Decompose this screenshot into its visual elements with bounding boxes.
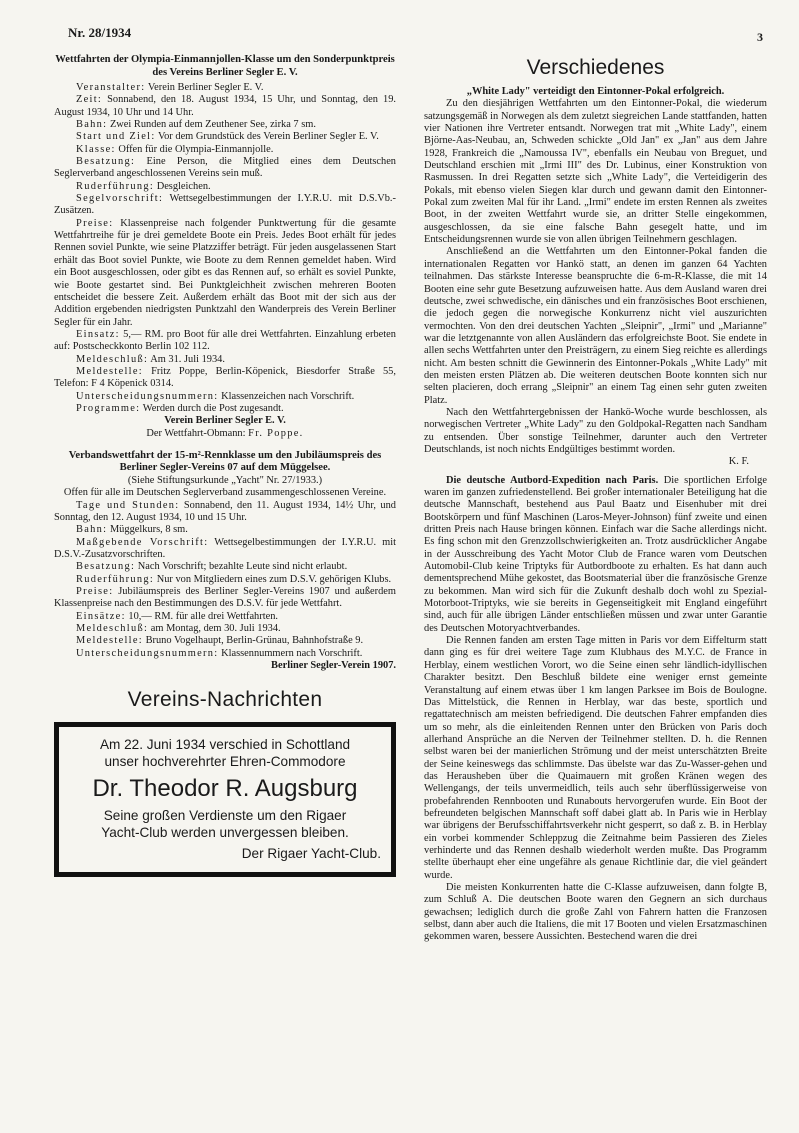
author-signature: K. F.: [728, 456, 749, 468]
field-besatzung: Besatzung: Eine Person, die Mitglied eines dem Deutschen Seglerverband angeschlossenen Vereins sein muß.: [54, 156, 396, 180]
reference-note: (Siehe Stiftungsurkunde „Yacht" Nr. 27/1933.): [127, 474, 323, 486]
field-meldestelle: Meldestelle: Fritz Poppe, Berlin-Köpenick, Biesdorfer Straße 55, Telefon: F 4 Köpenick 0314.: [54, 365, 396, 390]
paragraph: Die meisten Konkurrenten hatte die C-Klasse aufzuweisen, dann folgte B, zum Schluß A. Die deutschen Boote waren den Gegnern an sich durchaus gewachsen; lediglich durch die große Zahl von Fahrern hatten die Franzosen selbst, dann aber auch die Italiens, die mit 17 Booten und vielen Ersatzmaschinen gekommen waren, bessere Aussichten. Bestechend waren die drei: [424, 882, 767, 943]
page-number: 3: [757, 30, 763, 44]
field-meldestelle-2: Meldestelle: Bruno Vogelhaupt, Berlin-Grünau, Bahnhofstraße 9.: [76, 635, 364, 647]
section-heading-verschiedenes: Verschiedenes: [526, 56, 665, 79]
field-klasse: Klasse: Offen für die Olympia-Einmannjolle.: [76, 143, 274, 155]
paragraph: Nach den Wettfahrtergebnissen der Hankö-Woche wurde beschlossen, als norwegischen Vertreter „White Lady" zu den Goldpokal-Regatten nach Sandham zu entsenden. Über sonstige Teilnehmer, darunter auch den Vertreter Deutschlands, ist noch nichts Endgültiges bestimmt worden.: [424, 406, 767, 455]
field-vorschrift: Maßgebende Vorschrift: Wettsegelbestimmungen der I.Y.R.U. mit D.S.V.-Zusatzvorschriften.: [54, 536, 396, 561]
right-column: [424, 54, 767, 944]
left-column: [54, 54, 396, 877]
issue-number: Nr. 28/1934: [68, 25, 132, 40]
field-unterscheidungsnummern: Unterscheidungsnummern: Klassenzeichen nach Vorschrift.: [76, 390, 355, 402]
obituary-line-4: Yacht-Club werden unvergessen bleiben.: [101, 825, 349, 841]
field-meldeschluss: Meldeschluß: Am 31. Juli 1934.: [76, 353, 225, 365]
field-besatzung-2: Besatzung: Nach Vorschrift; bezahlte Leute sind nicht erlaubt.: [76, 561, 348, 573]
field-unterscheidungsnummern-2: Unterscheidungsnummern: Klassennummern nach Vorschrift.: [76, 647, 363, 659]
field-meldeschluss-2: Meldeschluß: am Montag, dem 30. Juli 1934.: [76, 623, 281, 635]
obituary-name: Dr. Theodor R. Augsburg: [92, 775, 358, 803]
signature-line: Der Wettfahrt-Obmann: Fr. Poppe.: [146, 427, 304, 439]
obituary-line-1: Am 22. Juni 1934 verschied in Schottland: [99, 737, 351, 753]
field-segelvorschrift: Segelvorschrift: Wettsegelbestimmungen der I.Y.R.U. mit D.S.Vb.-Zusätzen.: [54, 193, 396, 217]
field-veranstalter: Veranstalter: Verein Berliner Segler E. V.: [76, 82, 264, 93]
field-programme: Programme: Werden durch die Post zugesandt.: [76, 402, 284, 414]
paragraph: Zu den diesjährigen Wettfahrten um den Eintonner-Pokal, die wiederum satzungsgemäß in Norwegen als dem zuletzt siegreichen Lande stattfanden, hatten vier Nationen ihre Vertreter entsandt. Norwegen trat mit „White Lady", einem Björne-Aas-Neubau, an, Schweden schickte „Old Jan" ex „Jan" aus dem Jahre 1928, Frankreich die „Namoussa IV", ebenfalls ein Neubau von Breguet, und Deutschland erschien mit „Irmi III" des Dr. Lubinus, einer Konstruktion von Rasmussen. In drei Regatten setzte sich „White Lady", die Verteidigerin des Pokals, mit ebenso vielen Siegen klar durch und gewann damit den Eintonner-Pokal zum zweiten Mal für ihr Land. „Irmi" endete im ersten Rennen als zweites Boot, in der zweiten Wettfahrt wurde sie, an dritter Stelle eingekommen, ausgeschlossen, da sie eine falsche Bahn gesegelt hatte, und im Entscheidungsrennen wurde sie von allen übrigen Teilnehmern geschlagen.: [424, 98, 767, 246]
field-ruderfuehrung: Ruderführung: Desgleichen.: [76, 180, 211, 192]
article-title-15m: Verbandswettfahrt der 15-m²-Rennklasse um den Jubiläumspreis des Berliner Segler-Vereins 07 auf dem Müggelsee.: [68, 449, 382, 474]
field-bahn-2: Bahn: Müggelkurs, 8 sm.: [76, 524, 188, 536]
signature-org: Verein Berliner Segler E. V.: [164, 415, 286, 427]
paragraph-autbord: Die deutsche Autbord-Expedition nach Paris. Die sportlichen Erfolge waren im ganzen zufriedenstellend. Bei großer internationaler Beteiligung hat die deutsche Mannschaft, bestehend aus Paul Baatz und Eisenhuber mit drei Bootskörpern und fünf Maschinen (Laros-Meyer-Johnson) fünf zweite und einen dritten Preis nach Hause bringen können. Einfach war die Sache allerdings nicht. Es fing schon mit den Grenzzollschwierigkeiten an. Trotz ausdrücklicher Angabe in der Ausschreibung des Yacht Motor Club de France waren vom Deutschen Automobil-Club keine Triptyks für Autbordboote zu erhalten. Es hat dann auch dementsprechend Mühe gekostet, das Bootsmaterial über die französische Grenze zu bekommen. Man wird sich für die Zukunft deshalb doch wohl zu Spezial-Motorboot-Triptyks, wie sie bereits in Gegenseitigkeit mit England eingeführt sind, auch für alle übrigen Länder entschließen müssen und zwar unter Garantie des Deutschen Motoryachtverbandes.: [424, 474, 767, 634]
field-einsaetze: Einsätze: 10,— RM. für alle drei Wettfahrten.: [76, 610, 278, 622]
obituary-line-3: Seine großen Verdienste um den Rigaer: [103, 808, 347, 824]
field-ruderfuehrung-2: Ruderführung: Nur von Mitgliedern eines zum D.S.V. gehörigen Klubs.: [76, 573, 392, 585]
intro-note: Offen für alle im Deutschen Seglerverband zusammengeschlossenen Vereine.: [63, 487, 387, 499]
article-lead-white-lady: „White Lady" verteidigt den Eintonner-Pokal erfolgreich.: [466, 86, 725, 97]
signature-bsv: Berliner Segler-Verein 1907.: [271, 660, 396, 672]
field-zeit: Zeit: Sonnabend, den 18. August 1934, 15 Uhr, und Sonntag, den 19. August 1934, 10 Uhr und 14 Uhr.: [54, 94, 396, 118]
field-start-ziel: Start und Ziel: Vor dem Grundstück des Verein Berliner Segler E. V.: [76, 131, 379, 143]
section-heading-vereins-nachrichten: Vereins-Nachrichten: [127, 688, 323, 712]
obituary-box: [54, 722, 396, 877]
field-einsatz: Einsatz: 5,— RM. pro Boot für alle drei Wettfahrten. Einzahlung erbeten auf: Postscheckkonto Berlin 102 112.: [54, 328, 396, 353]
field-bahn: Bahn: Zwei Runden auf dem Zeuthener See, zirka 7 sm.: [76, 119, 316, 131]
paragraph: Anschließend an die Wettfahrten um den Eintonner-Pokal fanden die internationalen Regatten vor Hankö statt, an denen im ganzen 64 Yachten teilnahmen. Das stärkste Interesse beanspruchte die 6-m-R-Klasse, die mit 14 Booten eine sehr gute Besetzung aufzuweisen hatte. Aus dem Ausland waren drei deutsche, zwei schwedische, ein dänisches und ein französisches Boot erschienen, die jedoch gegen die norwegische Konkurrenz nicht viel auszurichten vermochten. Von den drei deutschen Yachten „Sleipnir", „Irmi" und „Marianne" war die letztgenannte von allen Ausländern das erfolgreichste Boot. Sie endete in allen sechs Wettfahrten unter den Preisträgern, zu einem Sieg reichte es allerdings nicht. Am besten schnitt die Gewinnerin des Eintonner-Pokals „White Lady" mit den meisten ersten Plätzen ab. Die weiteren deutschen Boote konnten sich nur selten placieren, doch errang „Sleipnir" an einem Tag einen sehr guten zweiten Platz.: [424, 246, 767, 406]
article-title-olympia: Wettfahrten der Olympia-Einmannjollen-Klasse um den Sonderpunktpreis des Vereins Berliner Segler E. V.: [55, 54, 395, 78]
field-preise: Preise: Klassenpreise nach folgender Punktwertung für die gesamte Wettfahrtreihe für je drei gemeldete Boote ein Preis. Jedes Boot erhält für jedes Rennen soviel Punkte, wie seine Platzziffer beträgt. Für jeden ausgelassenen Start erhält das Boot soviel Punkte, wie Boote zu dem Rennen gemeldet haben. Wird ein Boot ausgeschlossen, oder gibt es das Rennen auf, so erhält es soviel Punkte, wie Boote gestartet sind. Bei Punktgleichheit zwischen mehreren Booten entscheidet die bessere Zeit. Außerdem erhält das Boot mit der sich aus der Addition ergebenden niedrigsten Punktzahl den Wanderpreis des Verein Berliner Segler für ein Jahr.: [54, 217, 396, 328]
field-preise-2: Preise: Jubiläumspreis des Berliner Segler-Vereins 1907 und außerdem Klassenpreise nach den Bestimmungen des D.S.V. für jede Wettfahrt.: [54, 586, 396, 610]
article-lead-autbord: Die deutsche Autbord-Expedition nach Paris.: [446, 474, 659, 486]
field-tage-stunden: Tage und Stunden: Sonnabend, den 11. August 1934, 14½ Uhr, und Sonntag, den 12. August 1934, 10 und 15 Uhr.: [54, 499, 396, 523]
obituary-line-2: unser hochverehrter Ehren-Commodore: [104, 754, 346, 770]
paragraph: Die Rennen fanden am ersten Tage mitten in Paris vor dem Eiffelturm statt dann ging es für drei weitere Tage zum Klubhaus des M.Y.C. de France in Herblay, einem westlichen Vorort, wo die Seine einen sehr ländlich-idyllischen Charakter besitzt. Den Beschluß bildete eine weniger ernst gemeinte Veranstaltung auf einem etwas über 1 km langen Parksee im Bois de Boulogne. Das Mittelstück, die Rennen in Herblay, war das beste, sportlich und regattatechnisch am meisten befriedigend. Die deutschen Fahrer empfanden dies um so mehr, als die einleitenden Rennen unter den Brücken von Paris doch allerhand Ansprüche an die Nerven der Teilnehmer stellten. D. h. die Rennen selbst waren bei der manierlichen Strömung und der meist unterschätzten Breite der Seine keineswegs das schlimmste. Das übelste war das Zu-Wasser-gehen und das Herausheben über die Quaimauern mit großen Kränen wegen des Wellengangs, der teils unvermeidlich, teils auch sehr überflüssigerweise von probefahrenden Rennbooten und Runabouts hervorgerufen wurde. Ein Boot der befreundeten belgischen Mannschaft soff dabei glatt ab. In Paris wie in Herblay war übrigens der Berufsschiffahrtsverkehr nicht gesperrt, so daß z. B. in Herblay ein vorbei kommender Schleppzug die Zeitnahme beim Passieren des Zieles verhinderte und das Rennen deshalb wiederholt werden mußte. Das Programm stellte überhaupt eher eine ungefähre als genaue Richtlinie dar, die viel geändert wurde.: [424, 635, 767, 881]
obituary-signature: Der Rigaer Yacht-Club.: [241, 846, 381, 862]
